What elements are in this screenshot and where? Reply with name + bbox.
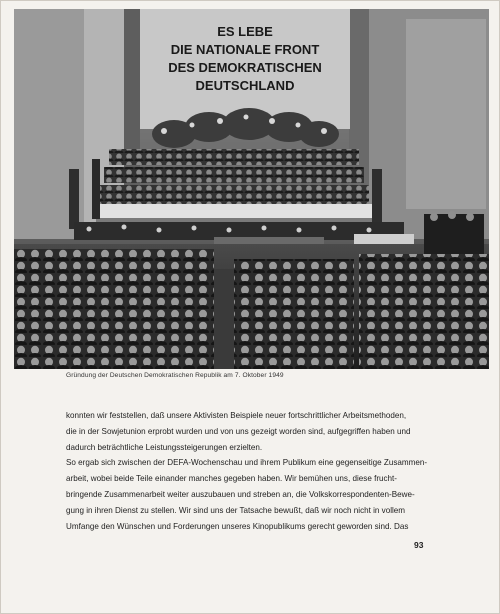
text-line: bringende Zusammenarbeit weiter auszubauen und streben an, die Volkskorrespondenten-Bewe- [66,489,415,499]
text-line: So ergab sich zwischen der DEFA-Wochenschau und ihrem Publikum eine gegenseitige Zusammen- [66,458,428,468]
text-line: Umfange den Wünschen und Forderungen unseres Kinopublikums gerecht geworden sind. Das [66,521,409,531]
text-line: konnten wir feststellen, daß unsere Aktivisten Beispiele neuer fortschrittlicher Arbeitsmethoden, [66,411,407,420]
photo-caption: Gründung der Deutschen Demokratischen Republik am 7. Oktober 1949 [66,372,284,379]
historical-photo [14,9,489,369]
banner-line-1: ES LEBE [217,24,273,39]
text-line: gung in ihren Dienst zu stellen. Wir sind uns der Tatsache bewußt, daß wir noch nicht in vollem [66,505,406,515]
banner-line-3: DES DEMOKRATISCHEN [168,60,322,75]
body-text [66,408,428,534]
banner-line-2: DIE NATIONALE FRONT [170,42,320,57]
page-number: 93 [414,540,424,550]
text-line: arbeit, wobei beide Teile einander manches gegeben haben. Wir bemühen uns, diese frucht- [66,474,398,484]
assembly-hall-photo [14,9,489,369]
text-line: die in der Sowjetunion erprobt wurden und von uns gezeigt worden sind, aufgegriffen haben und [66,426,411,436]
banner-line-4: DEUTSCHLAND [195,78,295,93]
text-line: dadurch beträchtliche Leistungssteigerungen erzielten. [66,442,263,452]
